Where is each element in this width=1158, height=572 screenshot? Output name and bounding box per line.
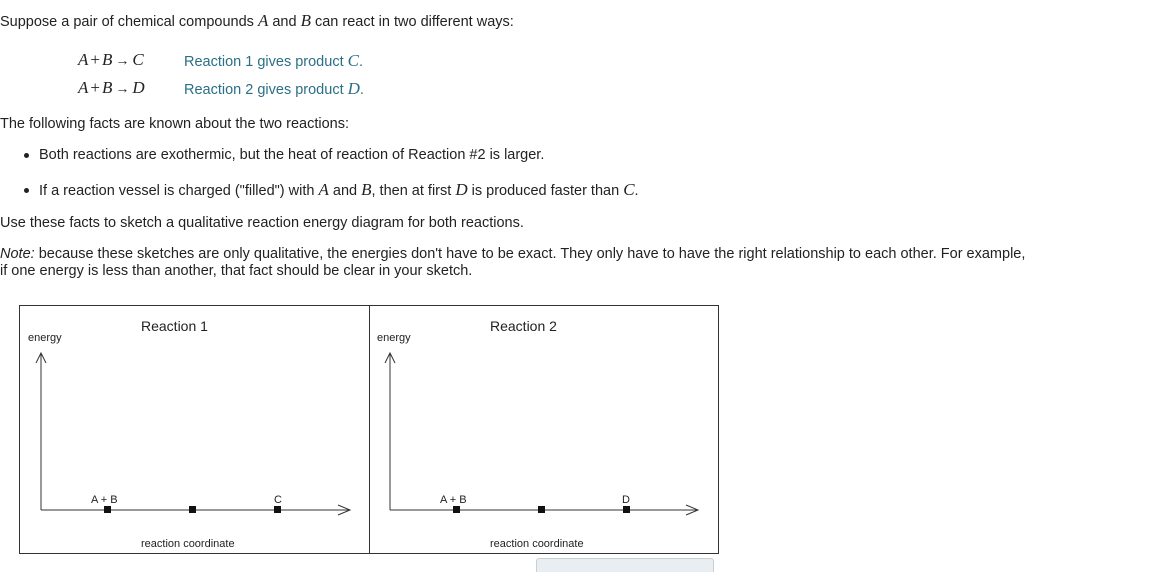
- y-axis-label: energy: [377, 332, 411, 344]
- eq2-plus: +: [90, 78, 100, 97]
- transition-point-handle[interactable]: [538, 506, 545, 513]
- fact-1: Both reactions are exothermic, but the heat of reaction of Reaction #2 is larger.: [39, 147, 545, 163]
- diagram-title: Reaction 2: [490, 318, 557, 334]
- product-point-label: C: [274, 494, 282, 506]
- diagram-panel-reaction-1[interactable]: [19, 305, 370, 554]
- eq2-product: D: [132, 78, 145, 97]
- note-label: Note:: [0, 246, 35, 262]
- intro-and: and: [268, 14, 301, 30]
- fact-2-and: and: [328, 183, 362, 199]
- y-axis-label: energy: [28, 332, 62, 344]
- reaction-1-desc-product: C: [347, 51, 359, 70]
- energy-diagram-canvas[interactable]: [20, 306, 369, 553]
- reaction-1-description: [184, 51, 363, 71]
- reaction-2-desc-period: .: [359, 82, 364, 98]
- product-point-handle[interactable]: [274, 506, 281, 513]
- reactant-point-label: A + B: [440, 494, 467, 506]
- eq2-reactant-b: B: [101, 78, 113, 97]
- reaction-1-desc-text: Reaction 1 gives product: [184, 54, 348, 70]
- fact-2-compound-b: B: [361, 180, 372, 199]
- transition-point-handle[interactable]: [189, 506, 196, 513]
- reaction-2-desc-text: Reaction 2 gives product: [184, 82, 348, 98]
- note-line-1: [0, 246, 1025, 262]
- reaction-2-equation: [78, 78, 145, 98]
- eq1-reactant-b: B: [101, 50, 113, 69]
- fact-2-mid: , then at first: [371, 183, 456, 199]
- note-text-1: because these sketches are only qualitative, the energies don't have to be exact. They only have to have the right relationship to each other. For example,: [34, 246, 1026, 262]
- toolbar-tab[interactable]: [536, 558, 714, 572]
- eq1-reactant-a: A: [78, 50, 89, 69]
- fact-2-compound-a: A: [318, 180, 329, 199]
- diagram-panel-reaction-2[interactable]: [369, 305, 719, 554]
- fact-2-product-d: D: [455, 180, 468, 199]
- reaction-1-desc-period: .: [358, 54, 363, 70]
- intro-text: [0, 11, 514, 31]
- eq2-reactant-a: A: [78, 78, 89, 97]
- reactant-point-label: A + B: [91, 494, 118, 506]
- fact-2-pre: If a reaction vessel is charged ("filled") with: [39, 183, 319, 199]
- reactant-point-handle[interactable]: [104, 506, 111, 513]
- eq2-arrow-icon: →: [115, 82, 130, 97]
- note-line-2: if one energy is less than another, that fact should be clear in your sketch.: [0, 263, 473, 279]
- intro-compound-a: A: [257, 11, 269, 30]
- bullet-icon: [24, 188, 29, 193]
- reaction-2-description: [184, 79, 364, 99]
- eq1-arrow-icon: →: [115, 54, 130, 69]
- eq1-plus: +: [90, 50, 100, 69]
- fact-2-end: .: [634, 183, 639, 199]
- facts-intro: The following facts are known about the two reactions:: [0, 116, 349, 132]
- diagram-title: Reaction 1: [141, 318, 208, 334]
- reaction-1-equation: [78, 50, 144, 70]
- eq1-product: C: [132, 50, 144, 69]
- product-point-handle[interactable]: [623, 506, 630, 513]
- fact-2-faster: is produced faster than: [467, 183, 624, 199]
- intro-compound-b: B: [300, 11, 311, 30]
- intro-post: can react in two different ways:: [310, 14, 514, 30]
- x-axis-label: reaction coordinate: [141, 538, 235, 550]
- fact-2: [39, 180, 639, 200]
- x-axis-label: reaction coordinate: [490, 538, 584, 550]
- reaction-2-desc-product: D: [347, 79, 360, 98]
- instruction-text: Use these facts to sketch a qualitative reaction energy diagram for both reactions.: [0, 215, 524, 231]
- intro-pre: Suppose a pair of chemical compounds: [0, 14, 258, 30]
- fact-2-product-c: C: [623, 180, 635, 199]
- product-point-label: D: [622, 494, 630, 506]
- energy-diagram-canvas[interactable]: [370, 306, 718, 553]
- bullet-icon: [24, 153, 29, 158]
- reactant-point-handle[interactable]: [453, 506, 460, 513]
